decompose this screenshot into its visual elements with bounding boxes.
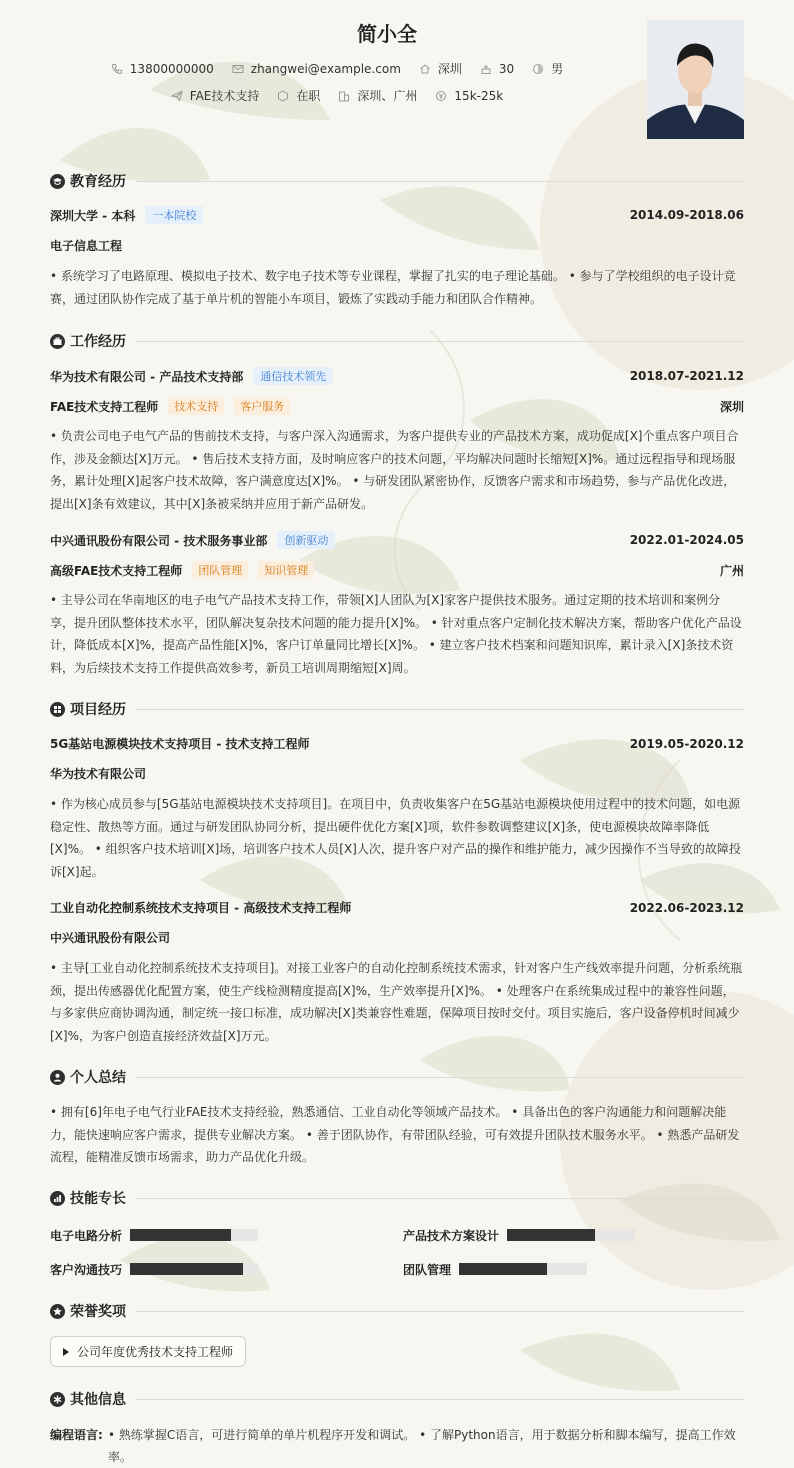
graduation-cap-icon <box>50 174 65 189</box>
cake-icon <box>480 63 492 75</box>
work-1-title: FAE技术支持工程师 <box>50 399 159 414</box>
home-icon <box>419 63 431 75</box>
section-title-project <box>50 699 744 719</box>
position-item <box>171 87 260 104</box>
section-divider <box>136 181 744 182</box>
work-1-skill-tag-1: 技术支持 <box>168 397 224 415</box>
skill-3-label: 客户沟通技巧 <box>50 1263 123 1277</box>
project-1-company-row <box>50 765 744 782</box>
skill-1-label: 电子电路分析 <box>50 1229 123 1243</box>
section-divider <box>136 341 744 342</box>
skill-2-bar <box>507 1229 635 1241</box>
age-text: 30 <box>498 61 515 76</box>
project-1-period: 2019.05-2020.12 <box>629 736 744 751</box>
project-2-company: 中兴通讯股份有限公司 <box>50 931 171 945</box>
work-1-header <box>50 367 744 385</box>
education-description: • 系统学习了电路原理、模拟电子技术、数字电子技术等专业课程，掌握了扎实的电子理论基础。 • 参与了学校组织的电子设计竞赛，通过团队协作完成了基于单片机的智能小车项目，锻炼了实践动手能力和团队合作精神。 <box>50 269 736 306</box>
work-2-tag: 创新驱动 <box>277 531 335 549</box>
salary-item <box>435 89 503 103</box>
asterisk-icon <box>50 1392 65 1407</box>
section-title-education <box>50 171 744 191</box>
work-2-title: 高级FAE技术支持工程师 <box>50 563 183 578</box>
skill-2-bar-fill <box>507 1229 595 1241</box>
email-item <box>232 62 401 76</box>
bar-chart-icon <box>50 1191 65 1206</box>
work-1-company: 华为技术有限公司 - 产品技术支持部 <box>50 369 244 384</box>
skill-1-bar-fill <box>130 1229 231 1241</box>
award-item-label: 公司年度优秀技术支持工程师 <box>77 1345 234 1359</box>
awards-heading: 荣誉奖项 <box>70 1304 126 1320</box>
project-1-company: 华为技术有限公司 <box>50 767 147 781</box>
gender-item <box>532 60 563 77</box>
education-header <box>50 206 744 224</box>
work-1-skill-tag-2: 客户服务 <box>234 397 290 415</box>
section-divider <box>136 1311 744 1312</box>
gender-text: 男 <box>551 62 564 76</box>
profile-photo-illustration <box>647 20 744 139</box>
city-item <box>419 60 462 77</box>
other-label: 编程语言: <box>50 1428 103 1442</box>
phone-item <box>111 62 214 76</box>
section-divider <box>136 1198 744 1199</box>
send-icon <box>171 90 183 102</box>
education-heading: 教育经历 <box>70 174 126 190</box>
skill-4-bar <box>459 1263 587 1275</box>
work-heading: 工作经历 <box>70 334 126 350</box>
other-text: • 熟练掌握C语言，可进行简单的单片机程序开发和调试。 • 了解Python语言，用于数据分析和脚本编写，提高工作效率。 <box>108 1428 736 1464</box>
contact-row <box>50 60 624 77</box>
project-1-header <box>50 735 744 752</box>
award-item-toggle[interactable] <box>50 1336 246 1367</box>
other-programming-row <box>50 1424 744 1468</box>
section-title-awards <box>50 1301 744 1321</box>
phone-text: 13800000000 <box>129 61 214 76</box>
section-divider <box>136 1077 744 1078</box>
gender-icon <box>532 63 544 75</box>
project-2-period: 2022.06-2023.12 <box>629 900 744 915</box>
salary-icon <box>435 90 447 102</box>
summary-heading: 个人总结 <box>70 1070 126 1086</box>
other-heading: 其他信息 <box>70 1392 126 1408</box>
skills-heading: 技能专长 <box>70 1191 126 1207</box>
section-divider <box>136 709 744 710</box>
project-2-description: • 主导[工业自动化控制系统技术支持项目]。对接工业客户的自动化控制系统技术需求，针对客户生产线效率提升问题，分析系统瓶颈，提出传感器优化配置方案，使生产线检测精度提高[X]%，生产效率提升[X]%。 • 处理客户在系统集成过程中的兼容性问题，与多家供应商协调沟通，制定统一接口标准，成功解决[X]类兼容性难题，保障项目按时交付。项目实施后，客户设备停机时间减少[X]%，为客户创造直接经济效益[X]万元。 <box>50 961 743 1043</box>
section-title-skills <box>50 1188 744 1208</box>
work-1-title-row <box>50 397 744 415</box>
skill-3-bar-fill <box>130 1263 243 1275</box>
project-2-name: 工业自动化控制系统技术支持项目 - 高级技术支持工程师 <box>50 901 352 915</box>
phone-icon <box>111 63 123 75</box>
project-heading: 项目经历 <box>70 702 126 718</box>
section-divider <box>136 1399 744 1400</box>
target-city-text: 深圳、广州 <box>357 89 418 103</box>
skill-1-bar <box>130 1229 258 1241</box>
section-title-other <box>50 1389 744 1409</box>
work-2-company: 中兴通讯股份有限公司 - 技术服务事业部 <box>50 533 268 548</box>
project-1-name: 5G基站电源模块技术支持项目 - 技术支持工程师 <box>50 737 310 751</box>
briefcase-icon <box>50 334 65 349</box>
skill-4-bar-fill <box>459 1263 547 1275</box>
medal-icon <box>50 1304 65 1319</box>
skill-2-label: 产品技术方案设计 <box>403 1229 500 1243</box>
profile-photo <box>647 20 744 139</box>
section-title-work <box>50 331 744 351</box>
grid-icon <box>50 702 65 717</box>
job-intent-row <box>50 87 624 104</box>
skill-4-label: 团队管理 <box>403 1263 452 1277</box>
target-city-item <box>338 87 417 104</box>
city-text: 深圳 <box>437 62 462 76</box>
work-1-period: 2018.07-2021.12 <box>629 369 744 383</box>
status-icon <box>277 90 289 102</box>
mail-icon <box>232 63 244 75</box>
work-2-skill-tag-2: 知识管理 <box>258 561 314 579</box>
work-2-header <box>50 531 744 549</box>
position-text: FAE技术支持 <box>189 89 260 103</box>
work-1-description: • 负责公司电子电气产品的售前技术支持，与客户深入沟通需求，为客户提供专业的产品技术方案，成功促成[X]个重点客户项目合作，涉及金额达[X]万元。 • 售后技术支持方面，及时响应客户的技术问题，平均解决问题时长缩短[X]%。通过远程指导和现场服务，累计处理[X]起客户技术故障，客户满意度达[X]%。 • 与研发团队紧密协作，反馈客户需求和市场趋势，参与产品优化改进，提出[X]条有效建议，其中[X]条被采纳并应用于新产品研发。 <box>50 429 739 511</box>
work-2-description: • 主导公司在华南地区的电子电气产品技术支持工作，带领[X]人团队为[X]家客户提供技术服务。通过定期的技术培训和案例分享，提升团队整体技术水平，团队解决复杂技术问题的能力提升[X]%。 • 针对重点客户定制化技术解决方案，帮助客户优化产品设计，降低成本[X]%，提高产品性能[X]%，客户订单量同比增长[X]%。 • 建立客户技术档案和问题知识库，累计录入[X]条技术资料，为后续技术支持工作提供高效参考，新员工培训周期缩短[X]周。 <box>50 593 742 675</box>
project-2-header <box>50 899 744 916</box>
project-1-description: • 作为核心成员参与[5G基站电源模块技术支持项目]。在项目中，负责收集客户在5G基站电源模块使用过程中的技术问题，如电源稳定性、散热等方面。通过与研发团队协同分析，提出硬件优化方案[X]项，软件参数调整建议[X]条，使电源模块故障率降低[X]%。 • 组织客户技术培训[X]场，培训客户技术人员[X]人次，提升客户对产品的操作和维护能力，减少因操作不当导致的故障投诉[X]起。 <box>50 797 741 879</box>
project-2-company-row <box>50 929 744 946</box>
education-tag: 一本院校 <box>145 206 203 224</box>
summary-description: • 拥有[6]年电子电气行业FAE技术支持经验，熟悉通信、工业自动化等领域产品技术。 • 具备出色的客户沟通能力和问题解决能力，能快速响应客户需求，提供专业解决方案。 • 善于团队协作，有带团队经验，可有效提升团队技术服务水平。 • 熟悉产品研发流程，能精准反馈市场需求，助力产品优化升级。 <box>50 1105 740 1164</box>
salary-text: 15k-25k <box>454 88 504 103</box>
candidate-name: 简小全 <box>357 22 417 46</box>
work-1-city: 深圳 <box>719 399 744 414</box>
person-icon <box>50 1070 65 1085</box>
work-2-city: 广州 <box>719 563 744 578</box>
work-2-period: 2022.01-2024.05 <box>629 533 744 547</box>
work-1-tag: 通信技术领先 <box>253 367 333 385</box>
email-text: zhangwei@example.com <box>250 61 401 76</box>
section-title-summary <box>50 1067 744 1087</box>
education-major-row <box>50 237 744 254</box>
work-2-title-row <box>50 561 744 579</box>
work-2-skill-tag-1: 团队管理 <box>192 561 248 579</box>
status-text: 在职 <box>296 89 321 103</box>
skill-3-bar <box>130 1263 258 1275</box>
status-item <box>277 87 320 104</box>
age-item <box>480 62 514 76</box>
building-icon <box>338 90 350 102</box>
education-school: 深圳大学 - 本科 <box>50 208 136 223</box>
triangle-right-icon <box>63 1348 69 1356</box>
education-major: 电子信息工程 <box>50 239 123 253</box>
education-period: 2014.09-2018.06 <box>629 208 744 222</box>
